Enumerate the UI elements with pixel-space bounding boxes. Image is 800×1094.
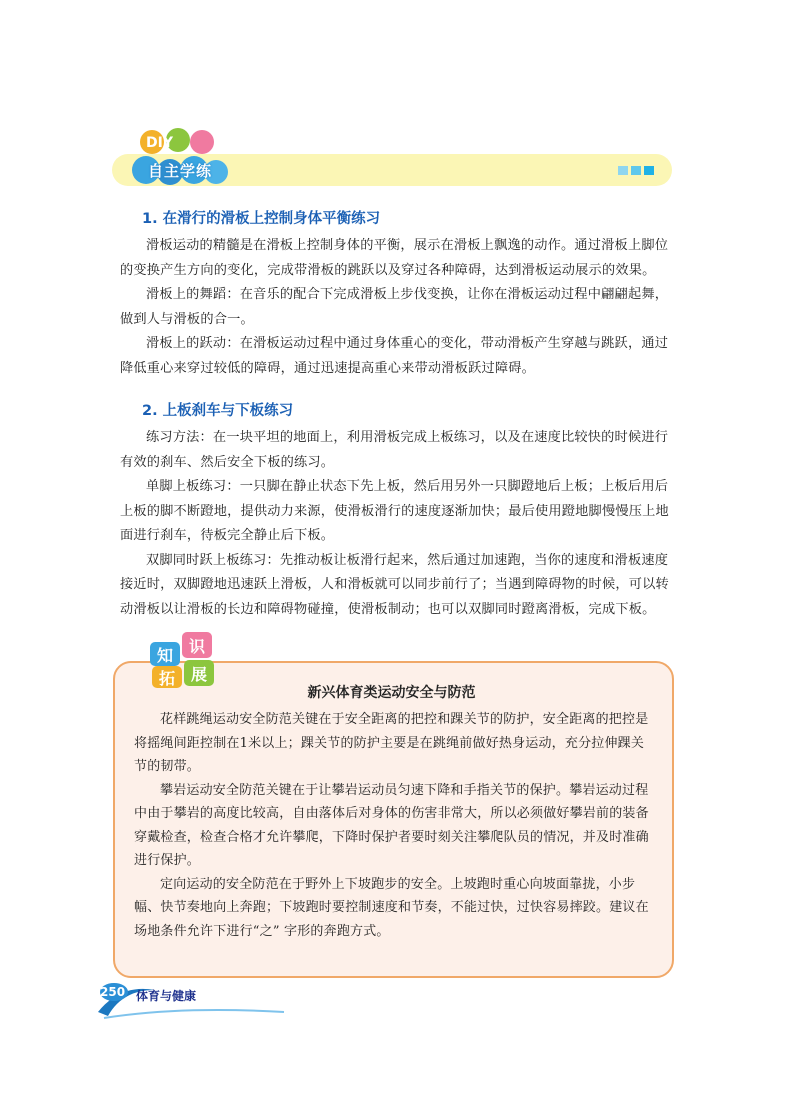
square-3 (644, 166, 654, 175)
badge-char: 展 (191, 665, 208, 684)
book-title: 体育与健康 (136, 989, 197, 1003)
section-balance (120, 207, 680, 381)
banner-squares (618, 166, 654, 175)
section-braking (120, 399, 680, 622)
paragraph: 练习方法：在一块平坦的地面上，利用滑板完成上板练习，以及在速度比较快的时候进行有效的刹车、然后安全下板的练习。 (120, 430, 669, 470)
paragraph: 攀岩运动安全防范关键在于让攀岩运动员匀速下降和手指关节的保护。攀岩运动过程中由于攀岩的高度比较高，自由落体后对身体的伤害非常大，所以必须做好攀岩前的装备穿戴检查，检查合格才允许攀爬，下降时保护者要时刻关注攀爬队员的情况，并及时准确进行保护。 (134, 782, 649, 868)
paragraph: 滑板上的舞蹈：在音乐的配合下完成滑板上步伐变换，让你在滑板运动过程中翩翩起舞，做到人与滑板的合一。 (120, 287, 669, 327)
knowledge-body (134, 708, 654, 943)
square-2 (631, 166, 641, 175)
knowledge-badge-icon (148, 630, 228, 690)
paragraph: 滑板上的跃动：在滑板运动过程中通过身体重心的变化，带动滑板产生穿越与跳跃，通过降低重心来穿过较低的障碍，通过迅速提高重心来带动滑板跃过障碍。 (120, 336, 669, 376)
badge-char: 拓 (159, 669, 176, 688)
badge-char: 知 (157, 646, 174, 665)
paragraph: 双脚同时跃上板练习：先推动板让板滑行起来，然后通过加速跑，当你的速度和滑板速度接近时，双脚蹬地迅速跃上滑板，人和滑板就可以同步前行了；当遇到障碍物的时候，可以转动滑板以让滑板的长边和障碍物碰撞，使滑板制动；也可以双脚同时蹬离滑板，完成下板。 (120, 552, 669, 617)
paragraph: 单脚上板练习：一只脚在静止状态下先上板，然后用另外一只脚蹬地后上板；上板后用后上板的脚不断蹬地，提供动力来源，使滑板滑行的速度逐渐加快；最后使用蹬地脚慢慢压上地面进行刹车，待板完全静止后下板。 (120, 479, 669, 543)
badge-char: 识 (189, 637, 206, 656)
square-1 (618, 166, 628, 175)
section-title: 1. 在滑行的滑板上控制身体平衡练习 (142, 211, 381, 227)
paragraph: 定向运动的安全防范在于野外上下坡跑步的安全。上坡跑时重心向坡面靠拢，小步幅、快节奏地向上奔跑；下坡跑时要控制速度和节奏，不能过快，过快容易摔跤。建议在场地条件允许下进行“之” 字形的奔跑方式。 (134, 876, 649, 939)
page-number: 250 (100, 985, 126, 999)
knowledge-title: 新兴体育类运动安全与防范 (307, 685, 476, 701)
paragraph: 滑板运动的精髓是在滑板上控制身体的平衡，展示在滑板上飘逸的动作。通过滑板上脚位的变换产生方向的变化，完成带滑板的跳跃以及穿过各种障碍，达到滑板运动展示的效果。 (120, 238, 669, 278)
paragraph: 花样跳绳运动安全防范关键在于安全距离的把控和踝关节的防护，安全距离的把控是将摇绳间距控制在1米以上；踝关节的防护主要是在跳绳前做好热身运动，充分拉伸踝关节的韧带。 (134, 712, 649, 774)
diy-badge-text: DIY (146, 135, 173, 151)
section-title: 2. 上板刹车与下板练习 (142, 403, 294, 419)
diy-label: 自主学练 (148, 162, 213, 180)
